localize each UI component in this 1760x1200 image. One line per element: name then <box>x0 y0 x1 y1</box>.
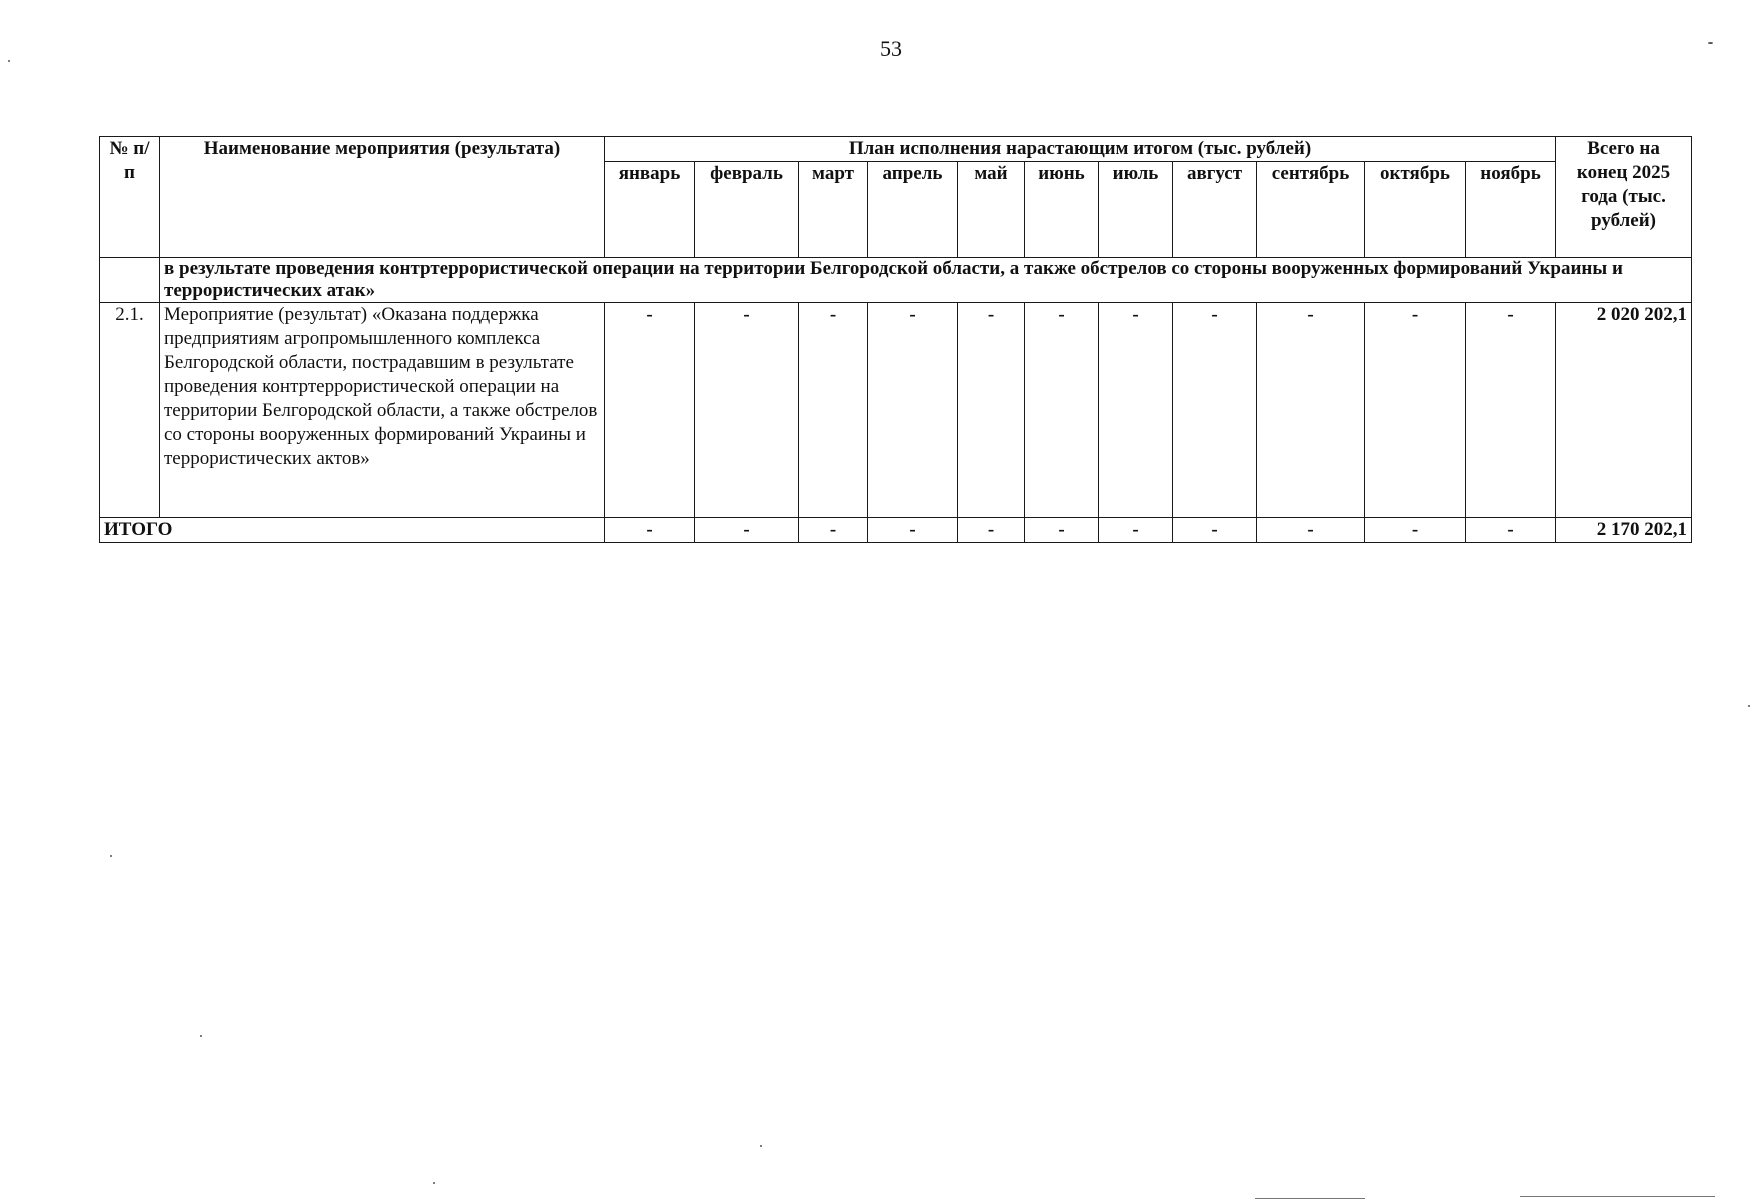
section-num-cell <box>100 258 160 303</box>
itogo-month-july: - <box>1099 518 1173 543</box>
event-name: Мероприятие (результат) «Оказана поддержка предприятиям агропромышленного комплекса Белгородской области, пострадавшим в результате проведения контртеррористической операции на территории Белгородской области, а также обстрелов со стороны вооруженных формирований Украины и террористических актов» <box>160 303 605 518</box>
event-month-january: - <box>605 303 695 518</box>
section-text: в результате проведения контртеррористической операции на территории Белгородской области, а также обстрелов со стороны вооруженных формирований Украины и террористических атак» <box>160 258 1692 303</box>
scan-line <box>1255 1198 1365 1199</box>
event-month-february: - <box>695 303 799 518</box>
event-month-may: - <box>958 303 1025 518</box>
event-month-october: - <box>1365 303 1466 518</box>
event-month-november: - <box>1466 303 1556 518</box>
header-row <box>100 137 1692 162</box>
scan-speck <box>1708 42 1713 44</box>
scan-speck <box>1748 705 1750 707</box>
itogo-month-june: - <box>1025 518 1099 543</box>
itogo-month-january: - <box>605 518 695 543</box>
event-month-july: - <box>1099 303 1173 518</box>
event-num: 2.1. <box>100 303 160 518</box>
itogo-month-october: - <box>1365 518 1466 543</box>
header-month-september: сентябрь <box>1257 162 1365 258</box>
header-month-june: июнь <box>1025 162 1099 258</box>
scan-speck <box>433 1182 435 1184</box>
scan-line <box>1520 1196 1715 1197</box>
event-month-april: - <box>868 303 958 518</box>
scan-speck <box>8 60 10 62</box>
itogo-month-august: - <box>1173 518 1257 543</box>
header-month-november: ноябрь <box>1466 162 1556 258</box>
event-month-june: - <box>1025 303 1099 518</box>
header-month-july: июль <box>1099 162 1173 258</box>
scan-speck <box>200 1035 202 1037</box>
event-total: 2 020 202,1 <box>1556 303 1692 518</box>
header-month-february: февраль <box>695 162 799 258</box>
header-month-january: январь <box>605 162 695 258</box>
itogo-total: 2 170 202,1 <box>1556 518 1692 543</box>
header-num: № п/п <box>100 137 160 258</box>
event-month-september: - <box>1257 303 1365 518</box>
header-month-march: март <box>799 162 868 258</box>
header-month-april: апрель <box>868 162 958 258</box>
table-row <box>100 303 1692 518</box>
itogo-month-february: - <box>695 518 799 543</box>
plan-table <box>99 136 1692 543</box>
scan-speck <box>110 855 112 857</box>
header-plan: План исполнения нарастающим итогом (тыс. рублей) <box>605 137 1556 162</box>
header-month-october: октябрь <box>1365 162 1466 258</box>
header-name: Наименование мероприятия (результата) <box>160 137 605 258</box>
itogo-month-may: - <box>958 518 1025 543</box>
header-month-may: май <box>958 162 1025 258</box>
itogo-row <box>100 518 1692 543</box>
event-month-march: - <box>799 303 868 518</box>
section-row <box>100 258 1692 303</box>
itogo-month-november: - <box>1466 518 1556 543</box>
page-number: 53 <box>880 36 902 61</box>
header-month-august: август <box>1173 162 1257 258</box>
itogo-month-april: - <box>868 518 958 543</box>
itogo-label: ИТОГО <box>100 518 605 543</box>
itogo-month-march: - <box>799 518 868 543</box>
itogo-month-september: - <box>1257 518 1365 543</box>
scan-speck <box>760 1145 762 1147</box>
event-month-august: - <box>1173 303 1257 518</box>
header-total: Всего на конец 2025 года (тыс. рублей) <box>1556 137 1692 258</box>
